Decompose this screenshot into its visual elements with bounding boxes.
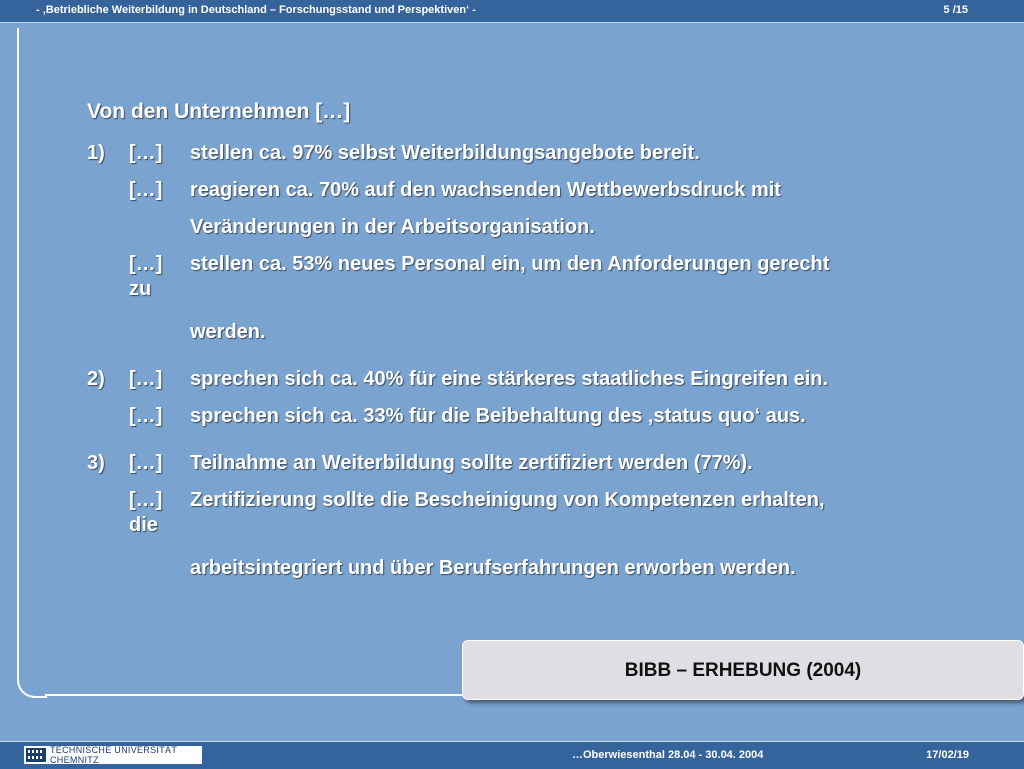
item-bracket: […] (129, 179, 163, 201)
item-text: stellen ca. 53% neues Personal ein, um den Anforderungen gerecht (190, 253, 830, 275)
footer-date: 17/02/19 (926, 749, 969, 761)
item-text: reagieren ca. 70% auf den wachsenden Wettbewerbsdruck mit (190, 179, 781, 201)
list-item (87, 135, 947, 172)
item-number: 3) (87, 452, 105, 474)
item-wrap-text: die (129, 514, 158, 536)
university-logo (24, 746, 202, 764)
source-box (462, 640, 1024, 700)
item-text: arbeitsintegriert und über Berufserfahrungen erworben werden. (190, 557, 796, 579)
item-bracket: […] (129, 368, 163, 390)
building-icon (26, 748, 46, 762)
item-bracket: […] (129, 405, 163, 427)
list-item (87, 209, 947, 246)
item-wrap-text: zu (129, 278, 152, 300)
event-info: …Oberwiesenthal 28.04 - 30.04. 2004 (572, 749, 764, 761)
list-item (87, 398, 947, 445)
list-item (87, 314, 947, 361)
list-item (87, 550, 947, 587)
item-text: Veränderungen in der Arbeitsorganisation. (190, 216, 595, 238)
list-item (87, 482, 947, 550)
item-number: 2) (87, 368, 105, 390)
item-text: stellen ca. 97% selbst Weiterbildungsangebote bereit. (190, 142, 700, 164)
presentation-title: - ‚Betriebliche Weiterbildung in Deutschland – Forschungsstand und Perspektiven‘ - (36, 4, 476, 16)
item-bracket: […] (129, 489, 163, 511)
decorative-frame-bottom (45, 694, 465, 696)
item-text: Zertifizierung sollte die Bescheinigung von Kompetenzen erhalten, (190, 489, 825, 511)
list-item (87, 445, 947, 482)
item-text: Teilnahme an Weiterbildung sollte zertifiziert werden (77%). (190, 452, 753, 474)
footer-bar (0, 741, 1024, 769)
item-bracket: […] (129, 142, 163, 164)
slide-content (87, 100, 947, 587)
list-item (87, 361, 947, 398)
list-item (87, 246, 947, 314)
list-item (87, 172, 947, 209)
slide-heading: Von den Unternehmen […] (87, 100, 351, 123)
decorative-frame (17, 28, 47, 698)
item-bracket: […] (129, 452, 163, 474)
logo-text: TECHNISCHE UNIVERSITÄT CHEMNITZ (50, 745, 177, 765)
page-indicator: 5 /15 (943, 4, 968, 16)
header-bar (0, 0, 1024, 23)
item-text: werden. (190, 321, 266, 343)
item-text: sprechen sich ca. 40% für eine stärkeres staatliches Eingreifen ein. (190, 368, 829, 390)
item-text: sprechen sich ca. 33% für die Beibehaltung des ‚status quo‘ aus. (190, 405, 806, 427)
item-bracket: […] (129, 253, 163, 275)
source-label: BIBB – ERHEBUNG (2004) (624, 660, 862, 681)
item-number: 1) (87, 142, 105, 164)
